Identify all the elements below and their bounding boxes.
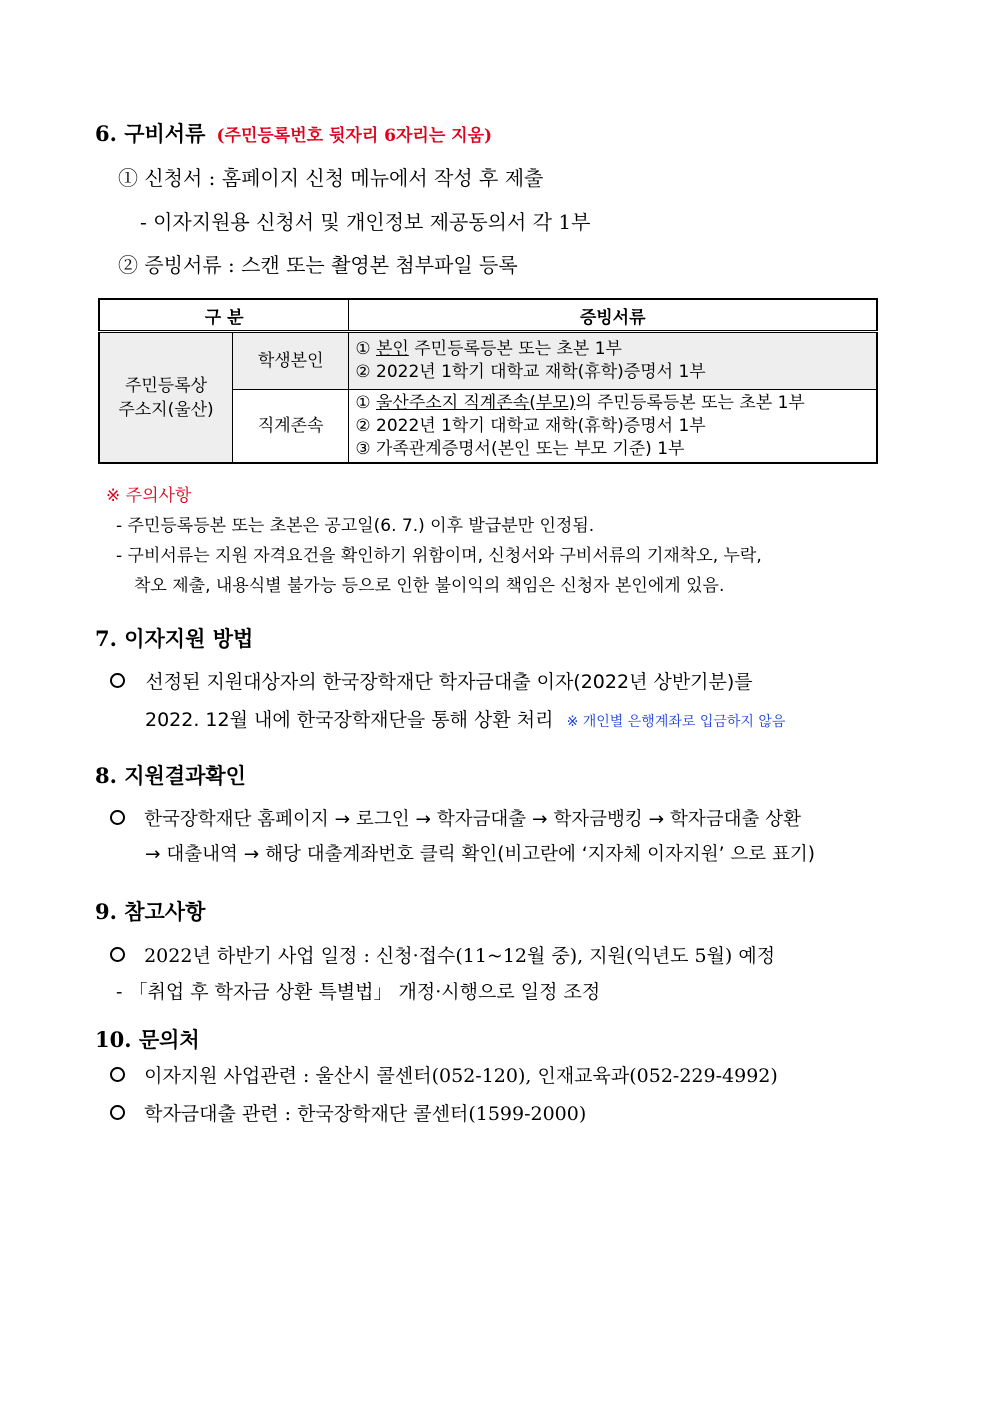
doc-line-text: 2022년 1학기 대학교 재학(휴학)증명서 1부 (376, 362, 706, 382)
section-9-line-1 (110, 941, 775, 968)
doc-line-text: 의 주민등록등본 또는 초본 1부 (575, 392, 805, 413)
table-category-student: 학생본인 (233, 332, 349, 390)
doc-line-num: ② (355, 415, 371, 436)
table-row (99, 332, 877, 390)
section-6-item-2: ② 증빙서류 : 스캔 또는 촬영본 첨부파일 등록 (118, 253, 518, 277)
doc-line-underlined: 본인 (376, 339, 409, 359)
caution-line-2a: - 구비서류는 지원 자격요건을 확인하기 위함이며, 신청서와 구비서류의 기재착오, 누락, (116, 546, 762, 566)
section-6-item-1-sub: - 이자지원용 신청서 및 개인정보 제공동의서 각 1부 (140, 210, 591, 234)
section-8-text-1: 한국장학재단 홈페이지 → 로그인 → 학자금대출 → 학자금뱅킹 → 학자금대출 상환 (144, 809, 802, 830)
doc-line-text: 가족관계증명서(본인 또는 부모 기준) 1부 (376, 438, 685, 459)
doc-line (355, 392, 870, 415)
caution-line-1: - 주민등록등본 또는 초본은 공고일(6. 7.) 이후 발급분만 인정됨. (116, 516, 595, 536)
section-9-title: 9. 참고사항 (95, 899, 206, 924)
doc-line-text: 주민등록등본 또는 초본 1부 (408, 339, 622, 359)
section-9-line-2: - 「취업 후 학자금 상환 특별법」 개정·시행으로 일정 조정 (116, 981, 601, 1003)
section-9-text-1: 2022년 하반기 사업 일정 : 신청·접수(11~12월 중), 지원(익년도 5월) 예정 (144, 945, 776, 967)
section-6-note: (주민등록번호 뒷자리 6자리는 지움) (216, 126, 493, 146)
table-header-row (99, 299, 877, 332)
section-6-heading (95, 118, 492, 148)
table-documents-parent (349, 390, 877, 464)
doc-line-underlined: 울산주소지 직계존속(부모) (376, 392, 576, 413)
circle-bullet-icon (110, 810, 125, 825)
table-header-category: 구 분 (99, 299, 349, 332)
section-7-title: 7. 이자지원 방법 (95, 626, 254, 651)
section-7-text-2: 2022. 12월 내에 한국장학재단을 통해 상환 처리 (145, 709, 554, 731)
table-group-line: 주민등록상 (124, 375, 208, 396)
section-7-note: ※ 개인별 은행계좌로 입금하지 않음 (566, 714, 786, 730)
section-10-line-2 (110, 1099, 586, 1126)
section-6-title: 6. 구비서류 (95, 121, 206, 146)
circle-bullet-icon (110, 673, 125, 688)
table-category-parent: 직계존속 (233, 390, 349, 464)
section-10-title: 10. 문의처 (95, 1027, 200, 1052)
circle-bullet-icon (110, 947, 125, 962)
table-documents-student (349, 332, 877, 390)
section-8-line-1 (110, 805, 801, 831)
doc-line (355, 438, 870, 461)
doc-line (355, 361, 870, 384)
section-8-title: 8. 지원결과확인 (95, 763, 246, 788)
caution-line-2b: 착오 제출, 내용식별 불가능 등으로 인한 불이익의 책임은 신청자 본인에게 있음. (134, 576, 725, 596)
section-6-item-1: ① 신청서 : 홈페이지 신청 메뉴에서 작성 후 제출 (118, 166, 544, 190)
doc-line-num: ① (355, 392, 371, 413)
table-group-cell (99, 332, 233, 464)
section-10-text-2: 학자금대출 관련 : 한국장학재단 콜센터(1599-2000) (144, 1103, 587, 1125)
circle-bullet-icon (110, 1067, 125, 1082)
circle-bullet-icon (110, 1105, 125, 1120)
section-10-text-1: 이자지원 사업관련 : 울산시 콜센터(052-120), 인재교육과(052-229-4992) (144, 1065, 778, 1087)
section-10-line-1 (110, 1061, 778, 1088)
section-7-line-2 (145, 705, 785, 732)
section-7-text-1: 선정된 지원대상자의 한국장학재단 학자금대출 이자(2022년 상반기분)를 (145, 671, 753, 693)
doc-line (355, 338, 870, 361)
caution-title: ※ 주의사항 (106, 486, 192, 506)
evidence-table (98, 298, 878, 464)
section-7-line-1 (110, 667, 753, 694)
doc-line (355, 415, 870, 438)
doc-line-text: 2022년 1학기 대학교 재학(휴학)증명서 1부 (376, 415, 706, 436)
doc-line-num: ① (355, 339, 371, 359)
table-group-line: 주소지(울산) (118, 399, 214, 420)
section-8-line-2: → 대출내역 → 해당 대출계좌번호 클릭 확인(비고란에 ‘지자체 이자지원’ 으로 표기) (145, 844, 816, 865)
doc-line-num: ③ (355, 438, 371, 459)
table-header-documents: 증빙서류 (349, 299, 877, 332)
doc-line-num: ② (355, 362, 371, 382)
